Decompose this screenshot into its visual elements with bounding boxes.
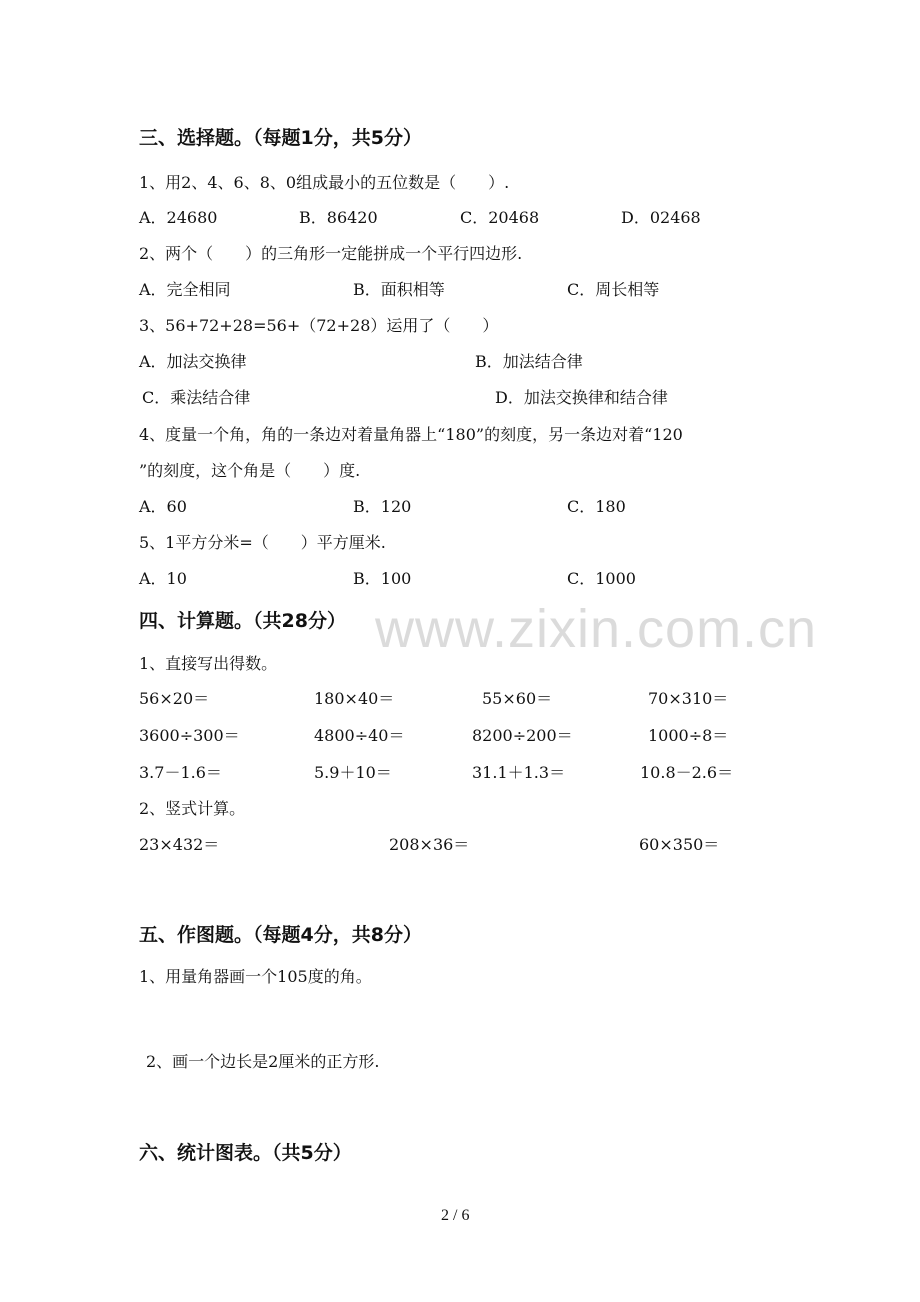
q1-option-c: C．20468 [460, 208, 540, 227]
calc-item: 4800÷40＝ [314, 726, 405, 745]
q5-option-a: A．10 [139, 569, 187, 588]
calc-item: 56×20＝ [139, 689, 210, 708]
q1-option-a: A．24680 [139, 208, 218, 227]
section-5-title: 五、作图题。（每题4分，共8分） [139, 924, 422, 946]
q1-text: 1、用2、4、6、8、0组成最小的五位数是（ ）. [139, 173, 510, 192]
q4-option-c: C．180 [567, 497, 626, 516]
q3-option-d: D．加法交换律和结合律 [495, 388, 668, 407]
calc-item: 70×310＝ [648, 689, 729, 708]
calc-item: 5.9＋10＝ [314, 763, 392, 782]
q5-option-b: B．100 [353, 569, 412, 588]
q1-option-d: D．02468 [621, 208, 701, 227]
q1-option-b: B．86420 [299, 208, 378, 227]
q3-option-c: C．乘法结合律 [142, 388, 251, 407]
q2-text: 2、两个（ ）的三角形一定能拼成一个平行四边形. [139, 244, 523, 263]
section-4-title: 四、计算题。（共28分） [139, 610, 346, 632]
q3-option-a: A．加法交换律 [139, 352, 247, 371]
calc-item: 3.7－1.6＝ [139, 763, 222, 782]
q5-option-c: C．1000 [567, 569, 636, 588]
q2-option-a: A．完全相同 [139, 280, 231, 299]
q3-text: 3、56+72+28=56+（72+28）运用了（ ） [139, 316, 499, 335]
calc-item: 55×60＝ [482, 689, 553, 708]
q4-text-line1: 4、度量一个角，角的一条边对着量角器上“180”的刻度，另一条边对着“120 [139, 425, 683, 444]
calc-item: 31.1＋1.3＝ [472, 763, 566, 782]
q2-option-c: C．周长相等 [567, 280, 660, 299]
q4-text-line2: ”的刻度，这个角是（ ）度. [139, 461, 361, 480]
calc-item: 10.8－2.6＝ [640, 763, 734, 782]
q3-option-b: B．加法结合律 [475, 352, 583, 371]
q4-option-b: B．120 [353, 497, 412, 516]
calc-item: 8200÷200＝ [472, 726, 573, 745]
section-3-title: 三、选择题。（每题1分，共5分） [139, 127, 422, 149]
calc-part2-label: 2、竖式计算。 [139, 799, 246, 818]
vertical-calc-item: 23×432＝ [139, 835, 220, 854]
vertical-calc-item: 60×350＝ [639, 835, 720, 854]
page-number: 2 / 6 [441, 1207, 470, 1224]
section-6-title: 六、统计图表。（共5分） [139, 1142, 352, 1164]
vertical-calc-item: 208×36＝ [389, 835, 470, 854]
q4-option-a: A．60 [139, 497, 187, 516]
q2-option-b: B．面积相等 [353, 280, 445, 299]
calc-item: 3600÷300＝ [139, 726, 240, 745]
calc-item: 1000÷8＝ [648, 726, 729, 745]
watermark: www.zixin.com.cn [375, 599, 818, 659]
calc-part1-label: 1、直接写出得数。 [139, 654, 278, 673]
drawing-q2: 2、画一个边长是2厘米的正方形. [146, 1052, 380, 1071]
calc-item: 180×40＝ [314, 689, 395, 708]
drawing-q1: 1、用量角器画一个105度的角。 [139, 967, 372, 986]
q5-text: 5、1平方分米=（ ）平方厘米. [139, 533, 386, 552]
